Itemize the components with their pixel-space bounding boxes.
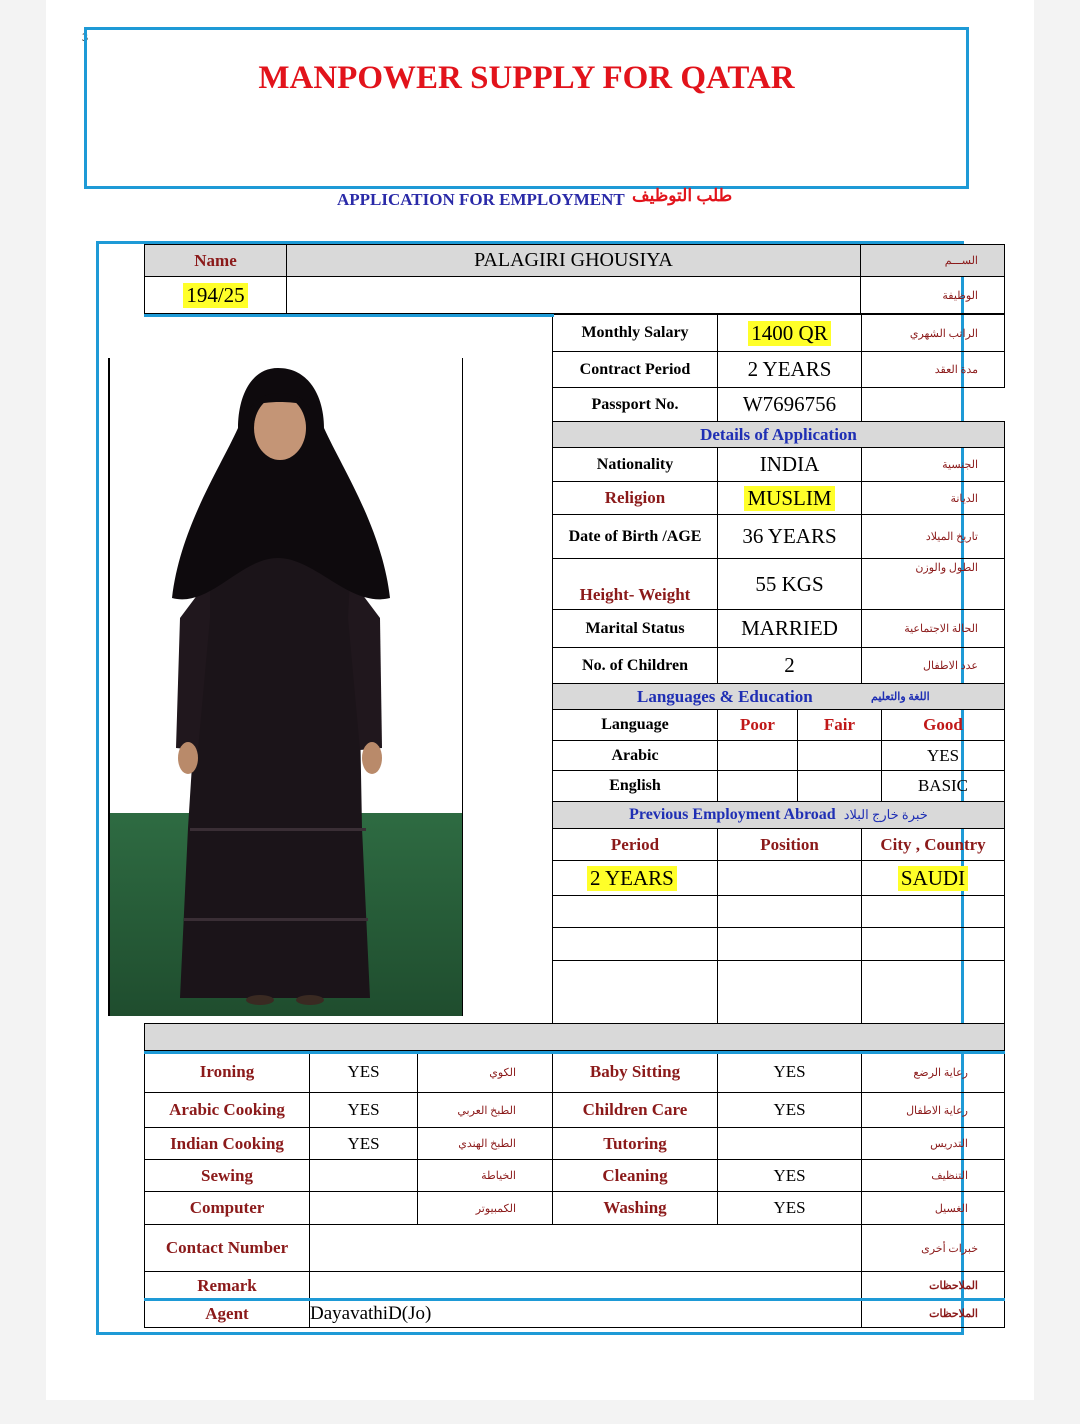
languages-arabic: اللغة والتعليم	[871, 691, 930, 703]
skill-left-label: Arabic Cooking	[144, 1092, 310, 1128]
main-title: MANPOWER SUPPLY FOR QATAR	[258, 60, 795, 96]
skill-left-arabic: الكمبيوتر	[417, 1191, 553, 1225]
lang-english-poor	[717, 770, 798, 802]
contract-value: 2 YEARS	[717, 351, 862, 388]
marital-value: MARRIED	[717, 609, 862, 648]
page-number: 3	[82, 30, 88, 44]
blue-rule-skills	[144, 1051, 1005, 1054]
agent-label: Agent	[144, 1299, 310, 1328]
name-arabic: الســـم	[860, 244, 1005, 277]
nationality-label: Nationality	[552, 447, 718, 482]
lang-header-language: Language	[552, 709, 718, 741]
skill-left-arabic: الكوي	[417, 1051, 553, 1093]
prev-header-row	[552, 801, 1005, 829]
skill-right-arabic: التنظيف	[861, 1159, 1005, 1192]
blue-rule-top	[144, 314, 554, 317]
religion-arabic: الديانة	[861, 481, 1005, 515]
lang-arabic-poor	[717, 740, 798, 771]
lang-header-good: Good	[881, 709, 1005, 741]
blue-rule-agent	[144, 1298, 1005, 1301]
lang-row-arabic: Arabic	[552, 740, 718, 771]
languages-header: Languages & Education	[637, 686, 813, 706]
children-label: No. of Children	[552, 647, 718, 684]
salary-arabic: الراتب الشهري	[861, 314, 1005, 352]
prev-header: Previous Employment Abroad	[629, 806, 836, 823]
remark-arabic: الملاحظات	[861, 1271, 1005, 1300]
languages-header-row	[552, 683, 1005, 710]
marital-label: Marital Status	[552, 609, 718, 648]
marital-arabic: الحالة الاجتماعية	[861, 609, 1005, 648]
prev-empty-2a	[552, 927, 718, 961]
prev-row-position	[717, 860, 862, 896]
skill-left-arabic: الخياطة	[417, 1159, 553, 1192]
applicant-photo	[108, 358, 463, 1016]
lang-english-good: BASIC	[881, 770, 1005, 802]
skill-right-arabic: الغسيل	[861, 1191, 1005, 1225]
prev-row-period	[552, 860, 718, 896]
prev-col-position: Position	[717, 828, 862, 861]
skill-right-arabic: رعاية الرضع	[861, 1051, 1005, 1093]
skill-left-value: YES	[309, 1092, 418, 1128]
skill-left-value: YES	[309, 1051, 418, 1093]
lang-row-english: English	[552, 770, 718, 802]
skill-left-arabic: الطبخ الهندي	[417, 1127, 553, 1160]
prev-empty-3c	[861, 960, 1005, 1024]
skill-right-label: Tutoring	[552, 1127, 718, 1160]
skill-right-label: Children Care	[552, 1092, 718, 1128]
ref-value: 194/25	[183, 283, 247, 308]
agent-arabic: الملاحظات	[861, 1299, 1005, 1328]
dob-value: 36 YEARS	[717, 514, 862, 559]
ref-cell	[144, 276, 287, 314]
religion-label: Religion	[552, 481, 718, 515]
height-weight-value: 55 KGS	[717, 558, 862, 610]
skill-right-value: YES	[717, 1092, 862, 1128]
skill-right-value: YES	[717, 1159, 862, 1192]
passport-label: Passport No.	[552, 387, 718, 422]
salary-value: 1400 QR	[748, 321, 830, 346]
ref-empty	[286, 276, 861, 314]
prev-empty-1b	[717, 895, 862, 928]
skill-left-arabic: الطبخ العربي	[417, 1092, 553, 1128]
separator-band	[144, 1023, 1005, 1051]
skill-left-label: Indian Cooking	[144, 1127, 310, 1160]
prev-col-period: Period	[552, 828, 718, 861]
prev-col-city: City , Country	[861, 828, 1005, 861]
skill-right-value	[717, 1127, 862, 1160]
prev-empty-2c	[861, 927, 1005, 961]
header-box	[84, 27, 969, 189]
skill-right-value: YES	[717, 1191, 862, 1225]
prev-period-value: 2 YEARS	[587, 866, 677, 891]
prev-header-arabic: خبرة خارج البلاد	[843, 807, 928, 822]
lang-header-poor: Poor	[717, 709, 798, 741]
name-label: Name	[144, 244, 287, 277]
skill-right-label: Cleaning	[552, 1159, 718, 1192]
skill-right-label: Baby Sitting	[552, 1051, 718, 1093]
children-value: 2	[717, 647, 862, 684]
passport-value: W7696756	[717, 387, 862, 422]
lang-arabic-good: YES	[881, 740, 1005, 771]
height-weight-label: Height- Weight	[552, 558, 718, 610]
prev-empty-2b	[717, 927, 862, 961]
dob-label: Date of Birth /AGE	[552, 514, 718, 559]
lang-english-fair	[797, 770, 882, 802]
skill-right-value: YES	[717, 1051, 862, 1093]
applicant-photo-svg	[110, 358, 462, 1016]
contract-arabic: مدة العقد	[861, 351, 1005, 388]
subtitle-arabic: طلب التوظيف	[632, 186, 733, 205]
prev-empty-3b	[717, 960, 862, 1024]
skill-left-value	[309, 1159, 418, 1192]
religion-cell	[717, 481, 862, 515]
skill-right-arabic: رعاية الاطفال	[861, 1092, 1005, 1128]
lang-arabic-fair	[797, 740, 882, 771]
prev-city-value: SAUDI	[898, 866, 968, 891]
religion-value: MUSLIM	[744, 486, 834, 511]
details-header: Details of Application	[552, 421, 1005, 448]
children-arabic: عدد الاطفال	[861, 647, 1005, 684]
skill-right-label: Washing	[552, 1191, 718, 1225]
lang-header-fair: Fair	[797, 709, 882, 741]
remark-label: Remark	[144, 1271, 310, 1300]
contract-label: Contract Period	[552, 351, 718, 388]
skill-left-label: Computer	[144, 1191, 310, 1225]
agent-value: DayavathiD(Jo)	[309, 1299, 862, 1328]
skill-right-arabic: التدريس	[861, 1127, 1005, 1160]
contact-value	[309, 1224, 862, 1272]
prev-row-city	[861, 860, 1005, 896]
contact-label: Contact Number	[144, 1224, 310, 1272]
salary-label: Monthly Salary	[552, 314, 718, 352]
nationality-value: INDIA	[717, 447, 862, 482]
skill-left-label: Sewing	[144, 1159, 310, 1192]
height-weight-arabic: الطول والوزن	[861, 558, 1005, 610]
salary-cell	[717, 314, 862, 352]
prev-empty-3a	[552, 960, 718, 1024]
contact-arabic: خبرات أخرى	[861, 1224, 1005, 1272]
skill-left-value	[309, 1191, 418, 1225]
dob-arabic: تاريخ الميلاد	[861, 514, 1005, 559]
subtitle: APPLICATION FOR EMPLOYMENT	[337, 190, 625, 209]
nationality-arabic: الجنسية	[861, 447, 1005, 482]
remark-value	[309, 1271, 862, 1300]
prev-empty-1c	[861, 895, 1005, 928]
ref-arabic: الوظيفة	[860, 276, 1005, 314]
prev-empty-1a	[552, 895, 718, 928]
skill-left-value: YES	[309, 1127, 418, 1160]
name-value: PALAGIRI GHOUSIYA	[286, 244, 861, 277]
skill-left-label: Ironing	[144, 1051, 310, 1093]
